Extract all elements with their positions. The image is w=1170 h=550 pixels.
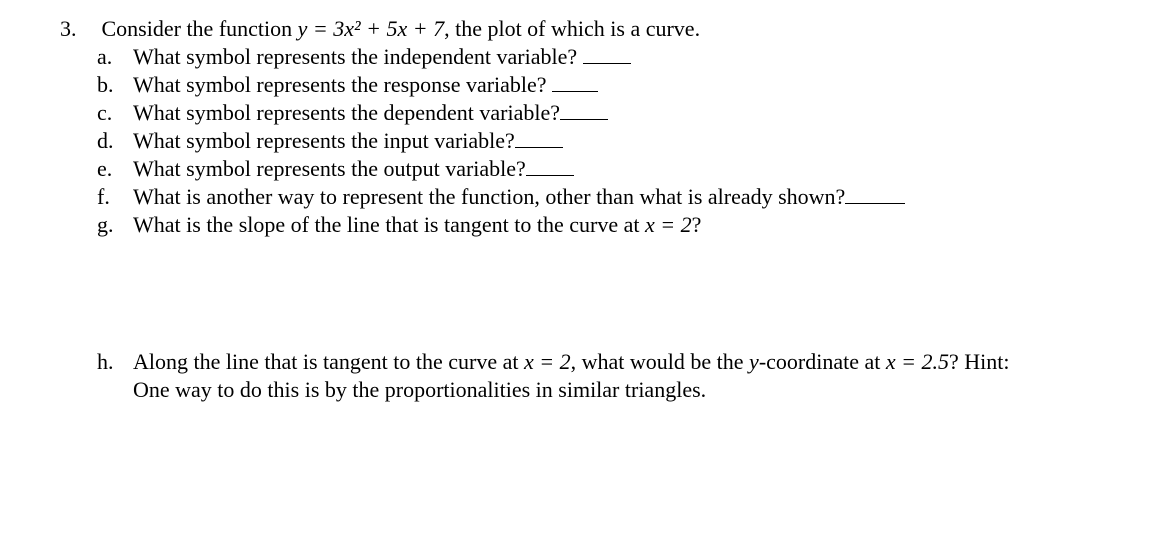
item-h-line2 (133, 377, 706, 403)
question-stem-text: Consider the function (101, 16, 298, 41)
item-text: Along the line that is tangent to the curve at (133, 349, 525, 374)
item-math: x = 2.5 (885, 349, 949, 374)
item-math: y (749, 349, 759, 374)
answer-blank[interactable] (583, 45, 631, 64)
answer-blank[interactable] (552, 73, 598, 92)
function-equation: y = 3x² + 5x + 7 (297, 16, 445, 41)
item-text: What is another way to represent the function, other than what is already shown? (133, 184, 846, 209)
item-text: -coordinate at (758, 349, 886, 374)
item-letter: g. (97, 212, 114, 237)
item-text: What symbol represents the independent variable? (133, 44, 578, 69)
item-h-line1 (97, 349, 1010, 375)
item-text: What is the slope of the line that is tangent to the curve at (133, 212, 645, 237)
item-letter: b. (97, 72, 114, 97)
item-letter: c. (97, 100, 113, 125)
item-letter: f. (97, 184, 110, 209)
item-math: x = 2 (524, 349, 571, 374)
item-text: What symbol represents the input variable? (133, 128, 515, 153)
item-text: One way to do this is by the proportionalities in similar triangles. (133, 377, 707, 402)
answer-blank[interactable] (515, 129, 563, 148)
answer-blank[interactable] (526, 157, 574, 176)
item-e (97, 156, 574, 182)
question-stem-tail: , the plot of which is a curve. (444, 16, 701, 41)
item-letter: d. (97, 128, 114, 153)
answer-blank[interactable] (560, 101, 608, 120)
item-g (97, 212, 701, 238)
item-text: , what would be the (570, 349, 750, 374)
item-text: What symbol represents the output variable? (133, 156, 526, 181)
item-f (97, 184, 905, 210)
item-text: ? Hint: (949, 349, 1010, 374)
item-a (97, 44, 631, 70)
item-text: What symbol represents the dependent variable? (133, 100, 561, 125)
question-stem-line (60, 16, 700, 42)
item-text-tail: ? (691, 212, 702, 237)
question-number: 3. (60, 16, 77, 41)
item-text: What symbol represents the response variable? (133, 72, 547, 97)
item-letter: a. (97, 44, 113, 69)
item-letter: h. (97, 349, 114, 374)
item-b (97, 72, 598, 98)
item-letter: e. (97, 156, 113, 181)
answer-blank[interactable] (845, 185, 905, 204)
item-d (97, 128, 563, 154)
item-c (97, 100, 608, 126)
item-math: x = 2 (644, 212, 692, 237)
